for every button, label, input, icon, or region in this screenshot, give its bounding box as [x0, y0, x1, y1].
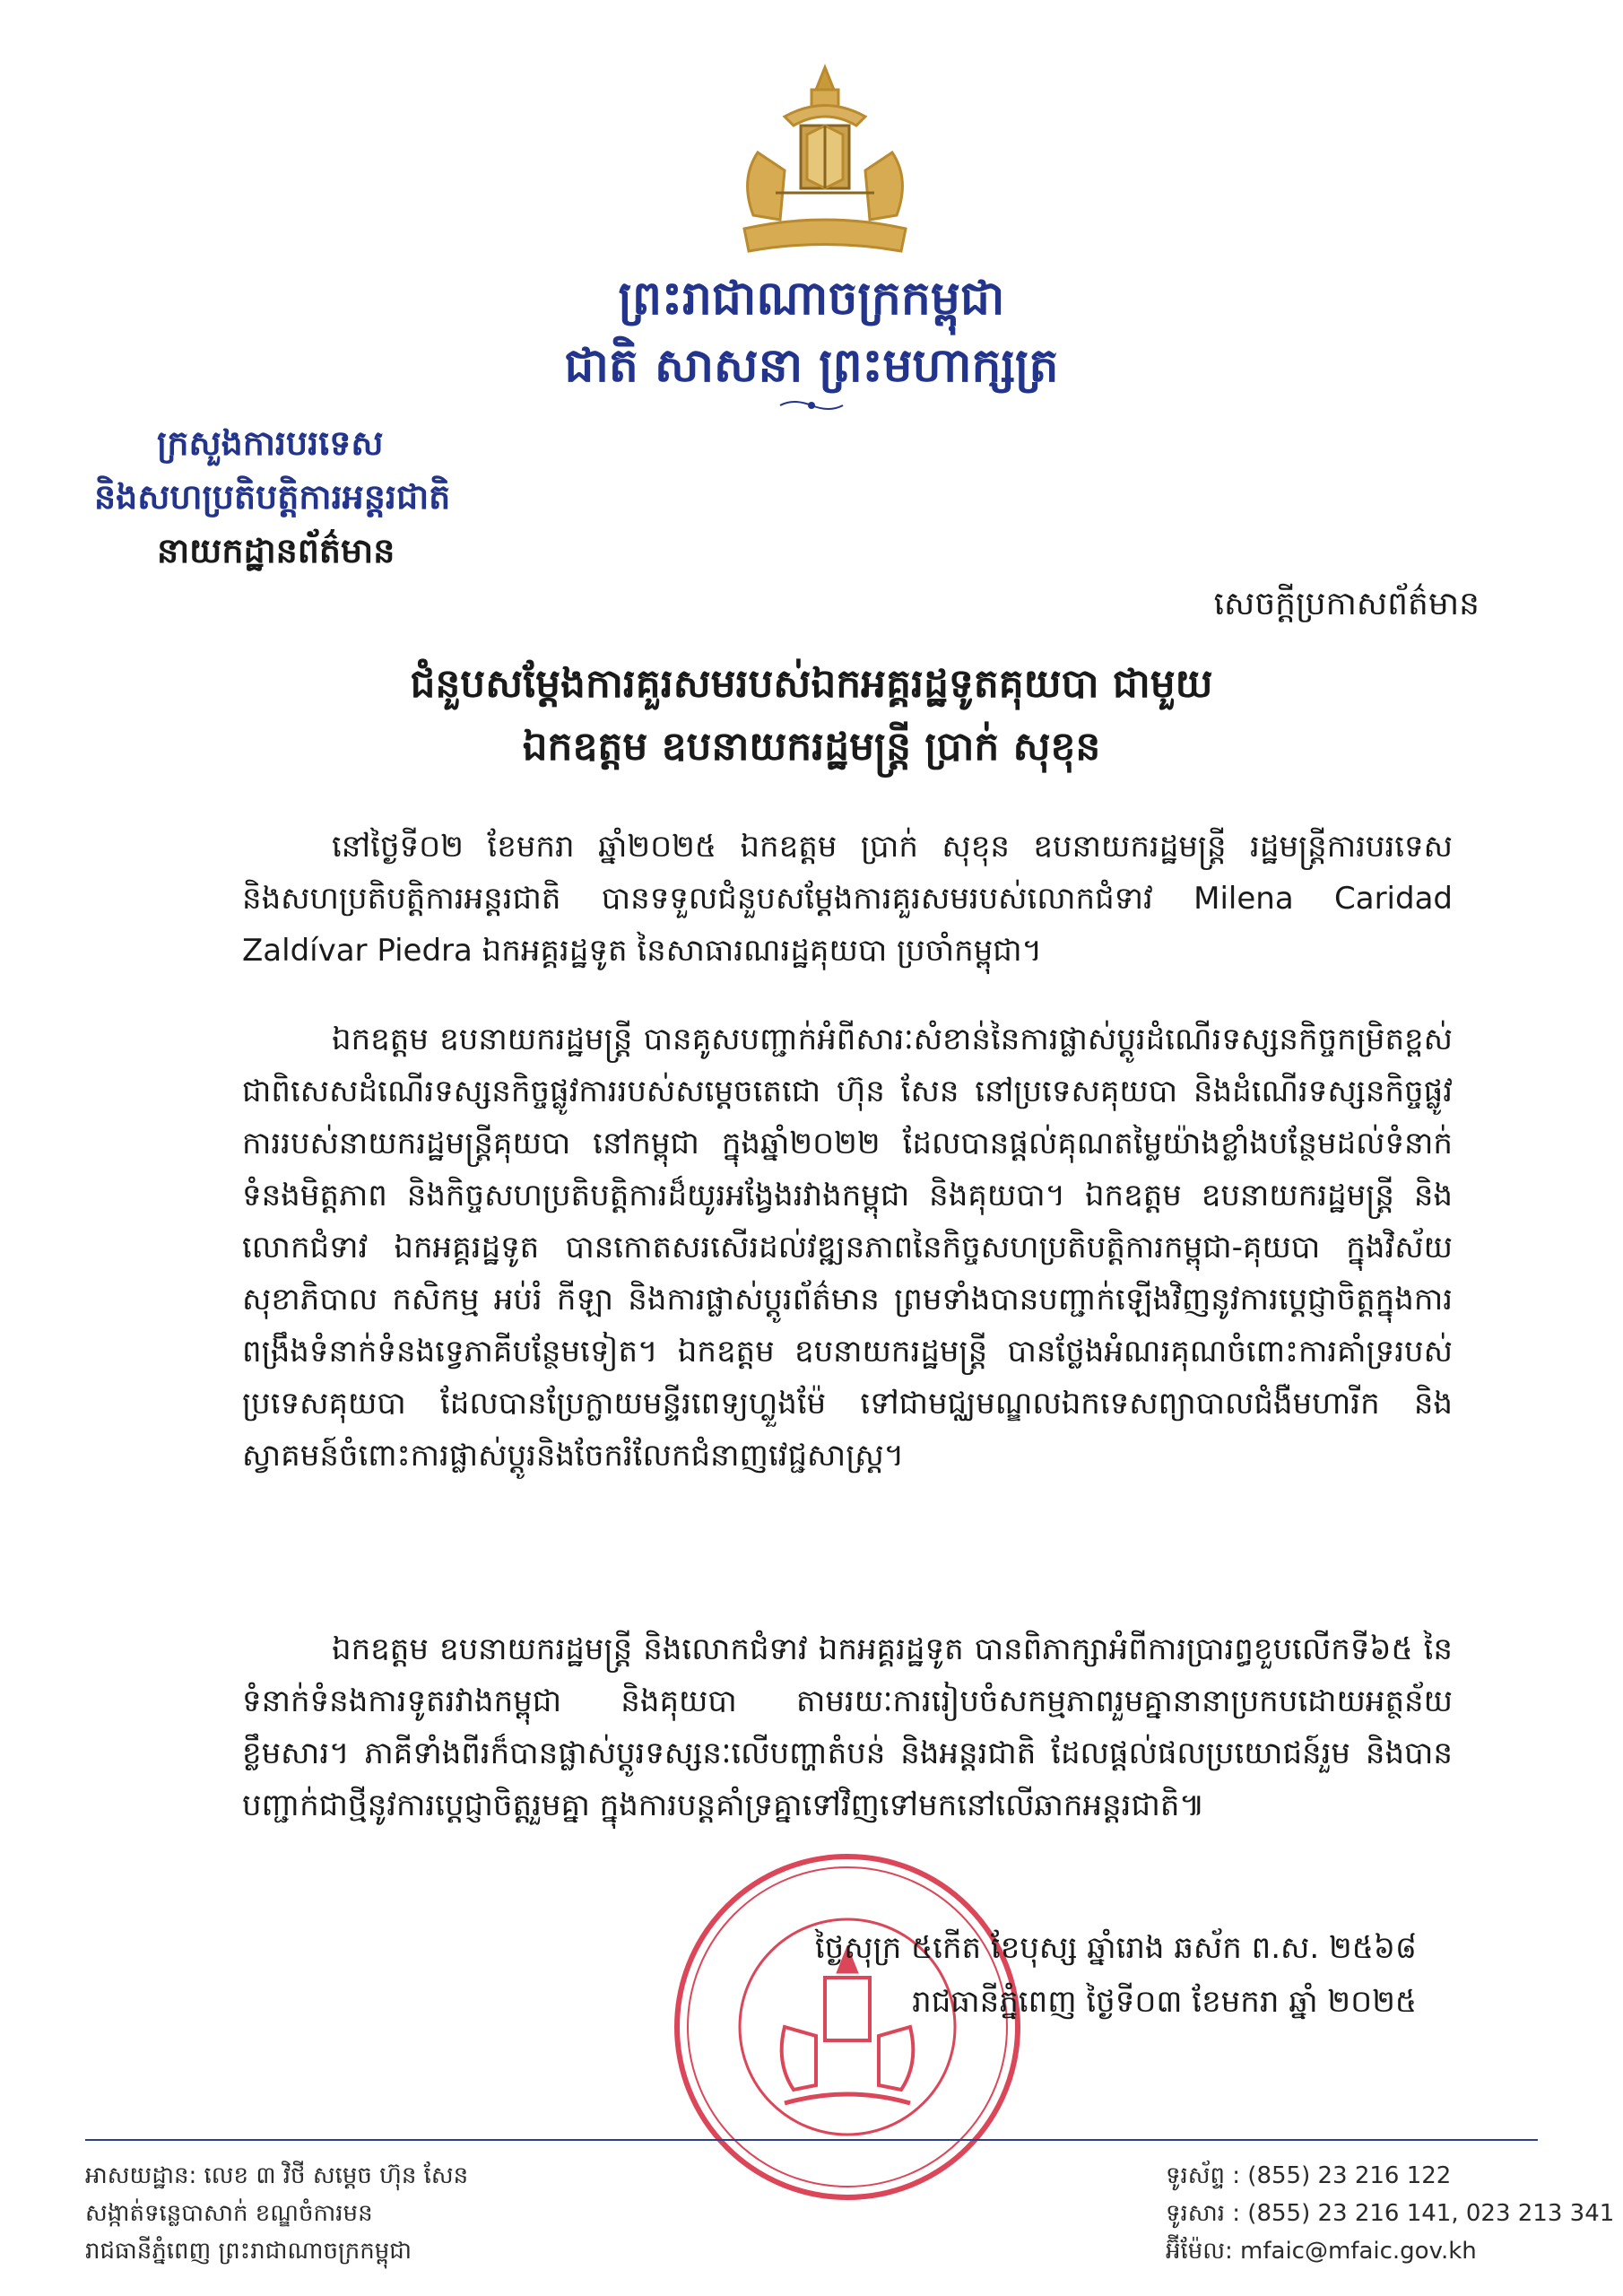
- address-line-3: រាជធានីភ្នំពេញ ព្រះរាជាណាចក្រកម្ពុជា: [85, 2238, 412, 2265]
- body-paragraph-2: ឯកឧត្តម ឧបនាយករដ្ឋមន្ត្រី បានគូសបញ្ជាក់អំពីសារៈសំខាន់នៃការផ្លាស់ប្តូរដំណើរទស្សនកិច្ចកម្រិតខ្ពស់ ជាពិសេសដំណើរទស្សនកិច្ចផ្លូវការរបស់សម្តេចតេជោ ហ៊ុន សែន នៅប្រទេសគុយបា និងដំណើរទស្សនកិច្ចផ្លូវការរបស់នាយករដ្ឋមន្ត្រីគុយបា នៅកម្ពុជា ក្នុងឆ្នាំ២០២២ ដែលបានផ្តល់គុណតម្លៃយ៉ាងខ្លាំងបន្ថែមដល់ទំនាក់ទំនងមិត្តភាព និងកិច្ចសហប្រតិបត្តិការដ៏យូរអង្វែងរវាងកម្ពុជា និងគុយបា។ ឯកឧត្តម ឧបនាយករដ្ឋមន្ត្រី និងលោកជំទាវ ឯកអគ្គរដ្ឋទូត បានកោតសរសើរដល់វឌ្ឍនភាពនៃកិច្ចសហប្រតិបត្តិការកម្ពុជា-គុយបា ក្នុងវិស័យសុខាភិបាល កសិកម្ម អប់រំ កីឡា និងការផ្លាស់ប្តូរព័ត៌មាន ព្រមទាំងបានបញ្ជាក់ឡើងវិញនូវការប្តេជ្ញាចិត្តក្នុងការពង្រឹងទំនាក់ទំនងទ្វេភាគីបន្ថែមទៀត។ ឯកឧត្តម ឧបនាយករដ្ឋមន្ត្រី បានថ្លែងអំណរគុណចំពោះការគាំទ្ររបស់ប្រទេសគុយបា ដែលបានប្រែក្លាយមន្ទីរពេទ្យហ្លួងម៉ែ ទៅជាមជ្ឈមណ្ឌលឯកទេសព្យាបាលជំងឺមហារីក និងស្វាគមន៍ចំពោះការផ្លាស់ប្តូរនិងចែករំលែកជំនាញវេជ្ជសាស្ត្រ។: [242, 1022, 1453, 1474]
- department-name: នាយកដ្ឋានព័ត៌មាន: [157, 531, 395, 570]
- press-release-title-line1: ជំនួបសម្តែងការគួរសមរបស់ឯកអគ្គរដ្ឋទូតគុយបា ជាមួយ: [410, 661, 1213, 707]
- footer-divider: [85, 2139, 1538, 2141]
- footer-contact: [1166, 2157, 1614, 2270]
- national-motto: ជាតិ សាសនា ព្រះមហាក្សត្រ: [564, 339, 1059, 393]
- solar-date: រាជធានីភ្នំពេញ ថ្ងៃទី០៣ ខែមករា ឆ្នាំ ២០២៥: [912, 1984, 1417, 2020]
- ministry-name-line1: ក្រសួងការបរទេស: [157, 423, 384, 463]
- kingdom-title: ព្រះរាជាណាចក្រកម្ពុជា: [618, 272, 1005, 326]
- body-paragraph-1: នៅថ្ងៃទី០២ ខែមករា ឆ្នាំ២០២៥ ឯកឧត្តម ប្រាក់ សុខុន ឧបនាយករដ្ឋមន្ត្រី រដ្ឋមន្ត្រីការបរទេស និងសហប្រតិបត្តិការអន្តរជាតិ បានទទួលជំនួបសម្តែងការគួរសមរបស់លោកជំទាវ Milena Caridad Zaldívar Piedra ឯកអគ្គរដ្ឋទូត នៃសាធារណរដ្ឋគុយបា ប្រចាំកម្ពុជា។: [242, 829, 1453, 969]
- press-release-title-line2: ឯកឧត្តម ឧបនាយករដ្ឋមន្ត្រី ប្រាក់ សុខុន: [522, 724, 1101, 770]
- lunar-date: ថ្ងៃសុក្រ ៥កើត ខែបុស្ស ឆ្នាំរោង ឆស័ក ព.ស. ២៥៦៨: [814, 1930, 1417, 1966]
- ministry-seal-icon: [668, 1848, 1027, 2206]
- document-type: សេចក្តីប្រកាសព័ត៌មាន: [1213, 586, 1480, 622]
- phone-number: ទូរស័ព្ទ : (855) 23 216 122: [1166, 2162, 1452, 2189]
- footer-address: [85, 2157, 468, 2270]
- ornament-divider-icon: [776, 395, 847, 416]
- email-address[interactable]: អ៊ីម៉ែល: mfaic@mfaic.gov.kh: [1166, 2238, 1477, 2265]
- address-line-2: សង្កាត់ទន្លេបាសាក់ ខណ្ឌចំការមន: [85, 2200, 373, 2227]
- fax-number: ទូរសារ : (855) 23 216 141, 023 213 341: [1166, 2200, 1615, 2227]
- royal-coat-of-arms-icon: [722, 63, 928, 260]
- ministry-name-line2: និងសហប្រតិបត្តិការអន្តរជាតិ: [94, 477, 451, 517]
- body-paragraph-3: ឯកឧត្តម ឧបនាយករដ្ឋមន្ត្រី និងលោកជំទាវ ឯកអគ្គរដ្ឋទូត បានពិភាក្សាអំពីការប្រារព្ធខួបលើកទី៦៥ នៃទំនាក់ទំនងការទូតរវាងកម្ពុជា និងគុយបា តាមរយៈការរៀបចំសកម្មភាពរួមគ្នានានាប្រកបដោយអត្ថន័យខ្លឹមសារ។ ភាគីទាំងពីរក៏បានផ្លាស់ប្តូរទស្សនៈលើបញ្ហាតំបន់ និងអន្តរជាតិ ដែលផ្តល់ផលប្រយោជន៍រួម និងបានបញ្ជាក់ជាថ្មីនូវការប្តេជ្ញាចិត្តរួមគ្នា ក្នុងការបន្តគាំទ្រគ្នាទៅវិញទៅមកនៅលើឆាកអន្តរជាតិ៕: [242, 1631, 1453, 1823]
- address-line-1: អាសយដ្ឋាន: លេខ ៣ វិថី សម្តេច ហ៊ុន សែន: [85, 2162, 469, 2189]
